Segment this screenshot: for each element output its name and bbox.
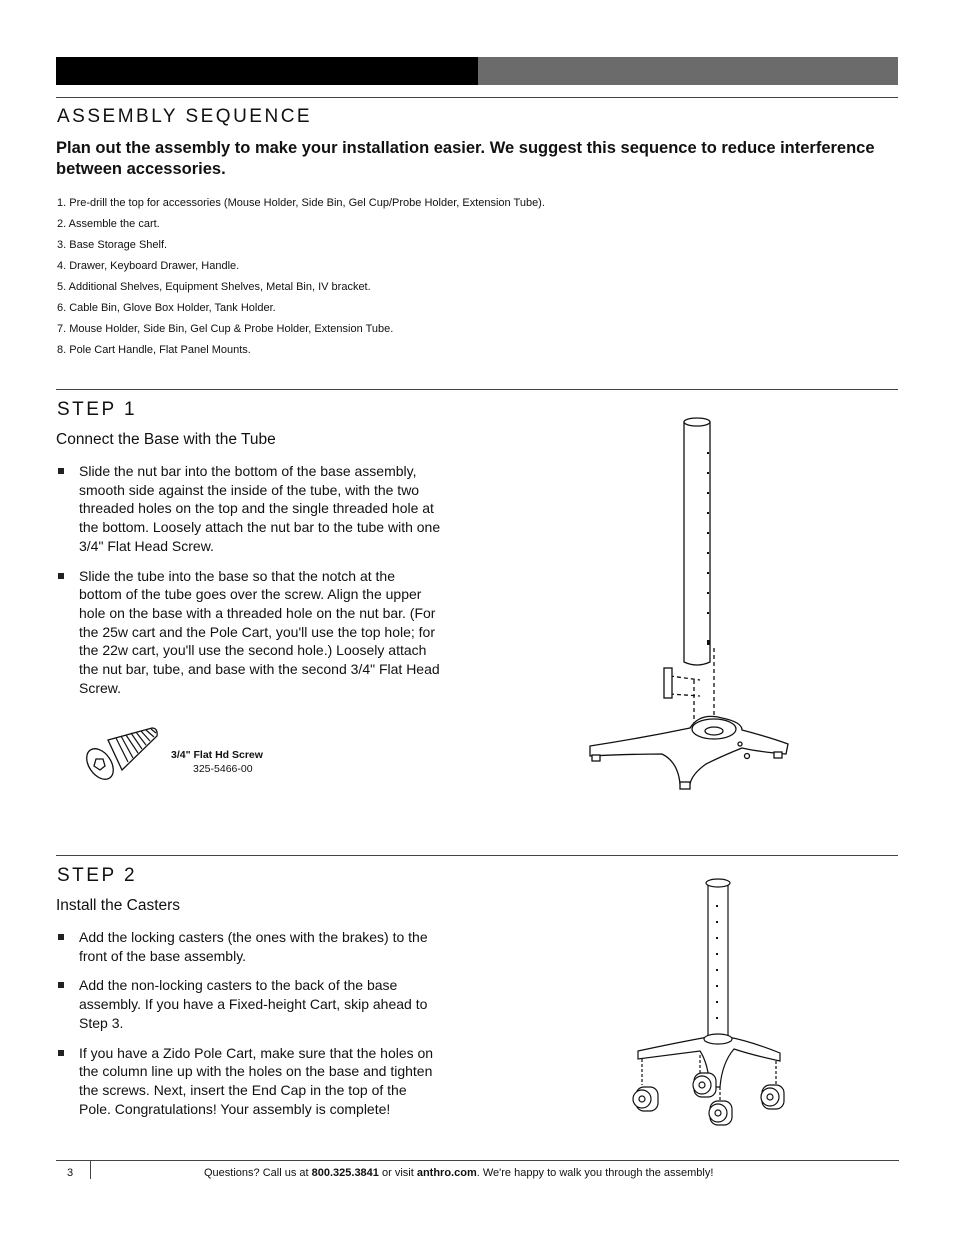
screw-label: 3/4" Flat Hd Screw	[171, 749, 263, 761]
list-item: 1. Pre-drill the top for accessories (Mouse Holder, Side Bin, Gel Cup/Probe Holder, Extension Tube).	[57, 197, 545, 209]
page-number: 3	[67, 1167, 74, 1179]
base-tube-illustration	[582, 412, 797, 792]
list-item: 3. Base Storage Shelf.	[57, 239, 168, 251]
step1-title: STEP 1	[57, 399, 138, 420]
assembly-sequence-list	[57, 196, 545, 364]
bullet-icon	[58, 982, 64, 988]
list-item: 2. Assemble the cart.	[57, 218, 160, 230]
step1-subtitle: Connect the Base with the Tube	[56, 431, 276, 448]
footer-separator	[90, 1160, 91, 1179]
step2-subtitle: Install the Casters	[56, 897, 181, 914]
list-item: 5. Additional Shelves, Equipment Shelves, Metal Bin, IV bracket.	[57, 281, 371, 293]
bullet-icon	[58, 468, 64, 474]
screw-part-number: 325-5466-00	[193, 763, 253, 775]
step2-instructions	[56, 928, 441, 1129]
header-bar-gray	[478, 57, 898, 85]
list-item: Slide the tube into the base so that the notch at the bottom of the tube goes over the screw. Align the upper hole on the base with a threaded hole on the nut bar. (For the 25w cart and the Pole Cart, you'll use the top hole; for the 22w cart, you'll use the second hole.) Loosely attach the nut bar, tube, and base with the second 3/4" Flat Head Screw.	[56, 567, 441, 698]
footer-contact: Questions? Call us at 800.325.3841 or visit anthro.com. We're happy to walk you through the assembly!	[204, 1167, 714, 1179]
bullet-icon	[58, 1050, 64, 1056]
section-divider	[56, 389, 898, 390]
list-item: 7. Mouse Holder, Side Bin, Gel Cup & Probe Holder, Extension Tube.	[57, 323, 394, 335]
list-item: Slide the nut bar into the bottom of the base assembly, smooth side against the inside of the tube, with the two threaded holes on the top and the single threaded hole at the bottom. Loosely attach the nut bar to the tube with one 3/4" Flat Head Screw.	[56, 462, 441, 556]
list-item: 8. Pole Cart Handle, Flat Panel Mounts.	[57, 344, 251, 356]
assembly-title: ASSEMBLY SEQUENCE	[57, 106, 313, 127]
list-item: 6. Cable Bin, Glove Box Holder, Tank Holder.	[57, 302, 276, 314]
flat-head-screw-illustration	[82, 726, 162, 784]
website-link[interactable]: anthro.com	[416, 1167, 477, 1179]
list-item: Add the non-locking casters to the back of the base assembly. If you have a Fixed-height Cart, skip ahead to Step 3.	[56, 976, 441, 1032]
caster-installation-illustration	[630, 877, 785, 1132]
assembly-lead: Plan out the assembly to make your installation easier. We suggest this sequence to reduce interference between accessories.	[56, 139, 875, 178]
step2-title: STEP 2	[57, 865, 138, 886]
header-bar-dark	[56, 57, 478, 85]
list-item: 4. Drawer, Keyboard Drawer, Handle.	[57, 260, 240, 272]
bullet-icon	[58, 934, 64, 940]
list-item: If you have a Zido Pole Cart, make sure that the holes on the column line up with the holes on the base and tighten the screws. Next, insert the End Cap in the top of the Pole. Congratulations! Your assembly is complete!	[56, 1044, 441, 1119]
section-divider	[56, 97, 898, 98]
step1-instructions	[56, 462, 441, 708]
bullet-icon	[58, 573, 64, 579]
phone-number: 800.325.3841	[311, 1167, 379, 1179]
footer-divider	[56, 1160, 899, 1161]
section-divider	[56, 855, 898, 856]
list-item: Add the locking casters (the ones with the brakes) to the front of the base assembly.	[56, 928, 441, 965]
